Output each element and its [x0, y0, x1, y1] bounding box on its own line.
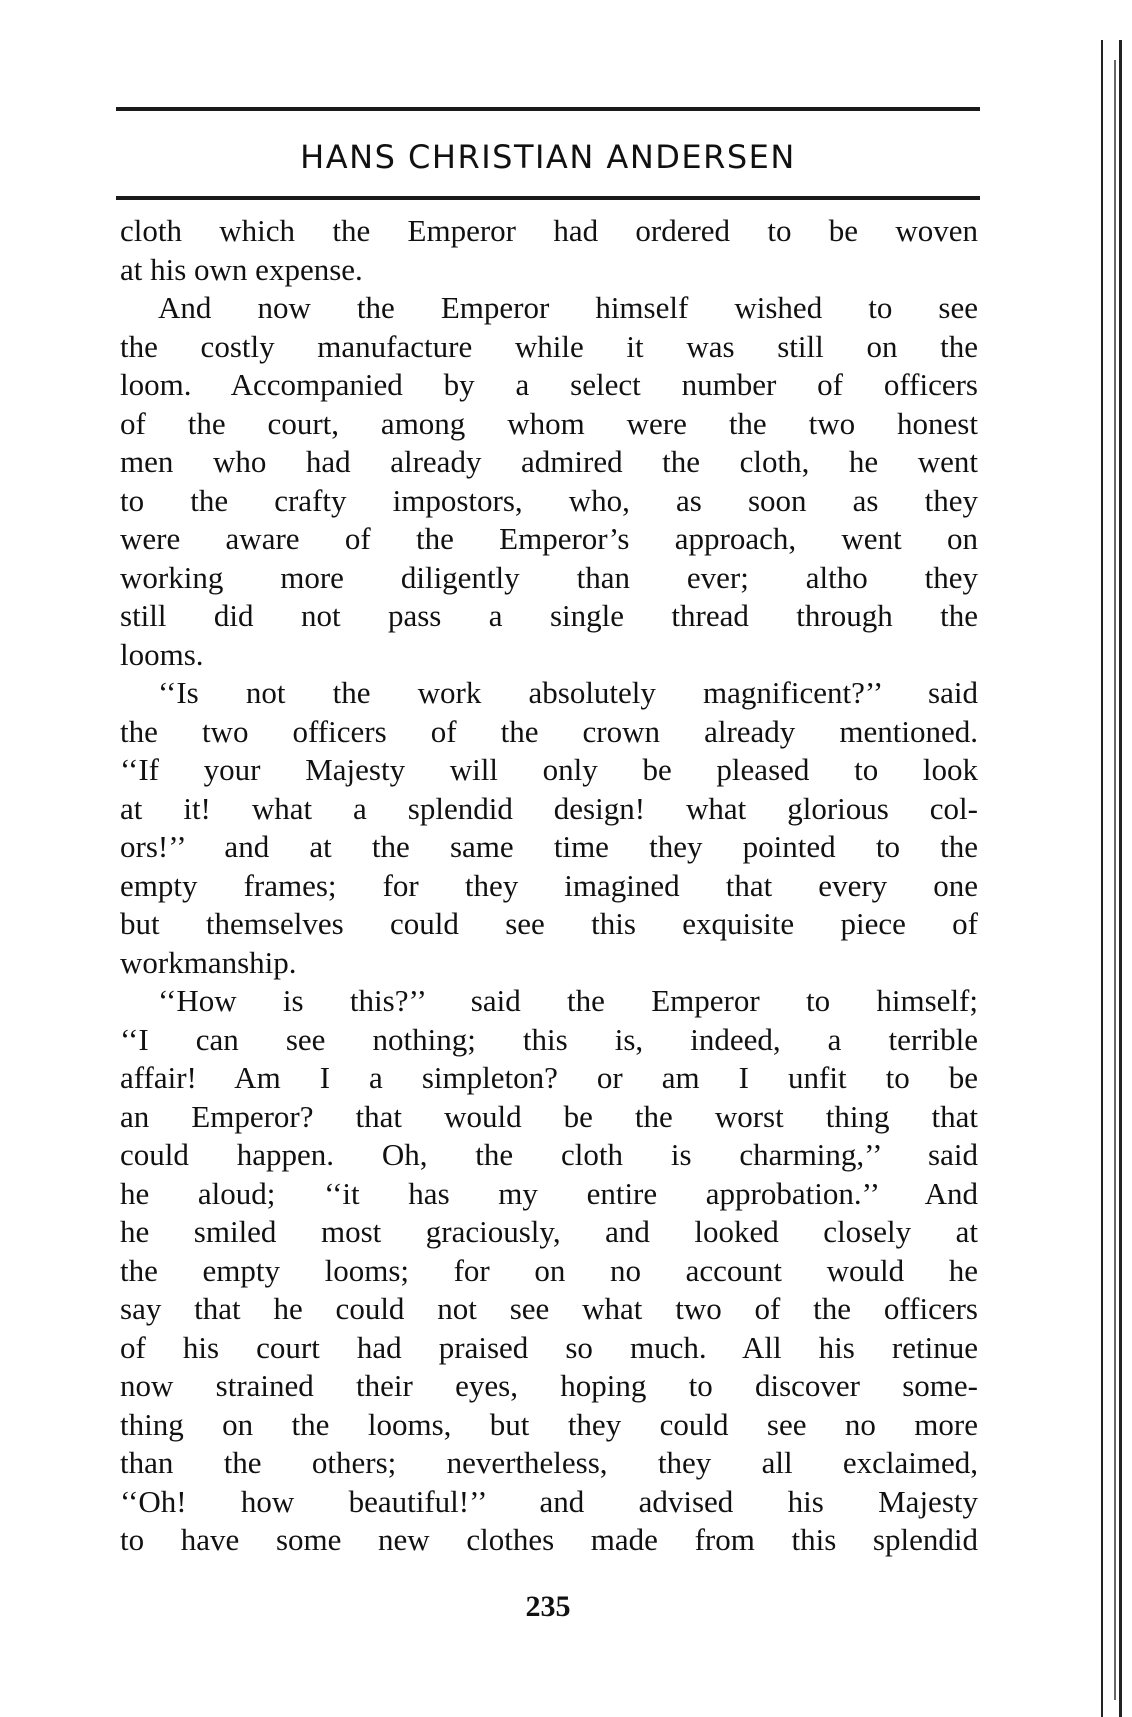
text-line: thing on the looms, but they could see no more: [120, 1406, 978, 1442]
body-text: [120, 212, 978, 1560]
text-line: looms.: [120, 636, 204, 672]
text-line: cloth which the Emperor had ordered to be woven: [120, 213, 978, 248]
text-line: he smiled most graciously, and looked closely at: [120, 1214, 978, 1249]
text-line: loom. Accompanied by a select number of officers: [120, 367, 978, 402]
header-rule-bottom: [116, 196, 980, 200]
text-line: ‘‘Oh! how beautiful!’’ and advised his Majesty: [120, 1483, 978, 1519]
text-line: say that he could not see what two of the officers: [120, 1291, 978, 1326]
text-line: ‘‘I can see nothing; this is, indeed, a terrible: [120, 1021, 978, 1057]
text-line: ‘‘Is not the work absolutely magnificent?’’ said: [158, 675, 978, 710]
binding-edge-inner: [1114, 60, 1116, 1700]
text-line: workmanship.: [120, 944, 297, 980]
text-line: but themselves could see this exquisite piece of: [120, 906, 978, 941]
header-rule-top: [116, 107, 980, 111]
text-line: ‘‘How is this?’’ said the Emperor to himself;: [158, 983, 978, 1018]
text-line: to the crafty impostors, who, as soon as they: [120, 482, 978, 518]
text-line: And now the Emperor himself wished to see: [158, 290, 978, 325]
text-line: ors!’’ and at the same time they pointed to the: [120, 829, 978, 864]
text-line: working more diligently than ever; altho they: [120, 559, 978, 595]
text-line: still did not pass a single thread through the: [120, 598, 978, 633]
text-line: now strained their eyes, hoping to discover some-: [120, 1368, 978, 1403]
text-line: to have some new clothes made from this splendid: [120, 1522, 978, 1557]
text-line: an Emperor? that would be the worst thing that: [120, 1098, 978, 1134]
text-line: the costly manufacture while it was still on the: [120, 328, 978, 364]
text-line: were aware of the Emperor’s approach, went on: [120, 521, 978, 556]
binding-edge: [1101, 40, 1122, 1717]
text-line: at it! what a splendid design! what glorious col-: [120, 790, 978, 826]
running-head: HANS CHRISTIAN ANDERSEN: [300, 138, 796, 176]
page-number: 235: [525, 1590, 571, 1623]
text-line: could happen. Oh, the cloth is charming,’’ said: [120, 1137, 978, 1172]
text-line: he aloud; ‘‘it has my entire approbation.’’ And: [120, 1175, 978, 1211]
text-line: men who had already admired the cloth, he went: [120, 444, 978, 479]
text-line: ‘‘If your Majesty will only be pleased to look: [120, 752, 978, 787]
text-line: the empty looms; for on no account would he: [120, 1252, 978, 1288]
text-line: empty frames; for they imagined that every one: [120, 867, 978, 903]
text-line: of the court, among whom were the two honest: [120, 405, 978, 441]
text-line: the two officers of the crown already mentioned.: [120, 713, 978, 749]
text-line: of his court had praised so much. All his retinue: [120, 1329, 978, 1365]
text-line: affair! Am I a simpleton? or am I unfit to be: [120, 1060, 978, 1095]
text-line: at his own expense.: [120, 251, 363, 287]
text-line: than the others; nevertheless, they all exclaimed,: [120, 1445, 978, 1480]
